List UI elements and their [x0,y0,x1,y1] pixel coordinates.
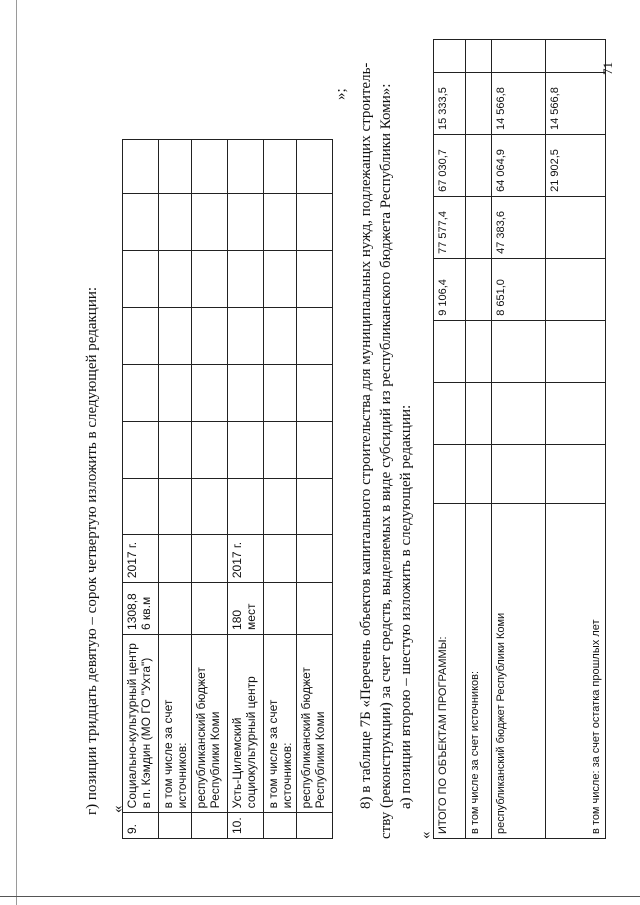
empty-cell [434,40,466,73]
value-cell [466,134,492,196]
value-cell: 14 566,8 [546,73,606,135]
empty-cell [228,194,264,251]
empty-cell [297,140,333,194]
empty-cell [466,320,492,382]
empty-cell [297,194,333,251]
empty-cell [228,250,264,307]
table-row [228,140,264,839]
object-name: республиканский бюджет Республики Коми [297,634,333,812]
empty-cell [159,478,192,535]
value-cell: 8 651,0 [492,258,546,320]
open-quote-1: « [110,805,126,813]
page-number: 71 [600,62,615,75]
value-cell: 47 383,6 [492,196,546,258]
empty-cell [264,421,297,478]
empty-cell [228,478,264,535]
row-label: ИТОГО ПО ОБЪЕКТАМ ПРОГРАММЫ: [434,504,466,839]
empty-cell [123,250,159,307]
empty-cell [159,307,192,364]
empty-cell [192,140,228,194]
empty-cell [264,194,297,251]
empty-cell [123,421,159,478]
empty-cell [297,307,333,364]
empty-cell [466,444,492,504]
empty-cell [228,421,264,478]
object-capacity [159,583,192,635]
empty-cell [546,320,606,382]
value-cell [466,196,492,258]
table-row [434,40,466,839]
object-name: в том числе за счет источников: [264,634,297,812]
object-name: в том числе за счет источников: [159,634,192,812]
object-capacity [297,583,333,635]
empty-cell [123,364,159,421]
empty-cell [123,478,159,535]
object-name: Социально-культурный центр в п. Кэмдин (МО ГО "Ухта") [123,634,159,812]
empty-cell [297,364,333,421]
empty-cell [546,382,606,444]
object-year: 2017 г. [123,535,159,583]
close-quote-1: »; [333,88,349,100]
empty-cell [297,250,333,307]
empty-cell [434,444,466,504]
empty-cell [159,250,192,307]
paragraph-8-line-1: 8) в таблице 7Б «Перечень объектов капитального строительства для муниципальных нужд, подлежащих строитель- [358,62,374,809]
value-cell [546,258,606,320]
empty-cell [159,140,192,194]
row-num [297,813,333,839]
empty-cell [492,382,546,444]
table-program-totals [433,39,606,839]
object-year [297,535,333,583]
object-capacity: 1308,8 6 кв.м [123,583,159,635]
empty-cell [192,421,228,478]
object-capacity [192,583,228,635]
empty-cell [466,40,492,73]
object-year: 2017 г. [228,535,264,583]
empty-cell [264,250,297,307]
empty-cell [228,140,264,194]
row-num: 9. [123,813,159,839]
row-label: в том числе за счет источников: [466,504,492,839]
empty-cell [297,478,333,535]
row-num [264,813,297,839]
open-quote-2: « [418,831,434,839]
table-row [123,140,159,839]
value-cell: 64 064,9 [492,134,546,196]
object-year [192,535,228,583]
object-name: Усть-Цилемский социокультурный центр [228,634,264,812]
empty-cell [297,421,333,478]
value-cell: 67 030,7 [434,134,466,196]
object-name: республиканский бюджет Республики Коми [192,634,228,812]
value-cell [466,258,492,320]
empty-cell [546,444,606,504]
paragraph-8-line-2: ству (реконструкции) за счет средств, выделяемых в виде субсидий из республиканского бюджета Республики Коми»: [378,83,394,839]
empty-cell [264,478,297,535]
value-cell: 15 333,5 [434,73,466,135]
empty-cell [123,307,159,364]
empty-cell [546,40,606,73]
row-num [192,813,228,839]
row-label: республиканский бюджет Республики Коми [492,504,546,839]
row-label: в том числе: за счет остатка прошлых лет [546,504,606,839]
value-cell: 77 577,4 [434,196,466,258]
row-num [159,813,192,839]
empty-cell [192,478,228,535]
section-heading-g: г) позиции тридцать девятую – сорок четвертую изложить в следующей редакции: [84,286,100,815]
row-num: 10. [228,813,264,839]
table-row [546,40,606,839]
empty-cell [159,421,192,478]
table-row [264,140,297,839]
value-cell: 14 566,8 [492,73,546,135]
table-row [466,40,492,839]
value-cell: 9 106,4 [434,258,466,320]
paragraph-8-line-3: а) позиции второю – шестую изложить в следующей редакции: [398,404,414,809]
empty-cell [159,364,192,421]
empty-cell [228,307,264,364]
empty-cell [192,307,228,364]
empty-cell [123,194,159,251]
empty-cell [123,140,159,194]
empty-cell [228,364,264,421]
empty-cell [492,320,546,382]
table-row [492,40,546,839]
empty-cell [466,382,492,444]
object-capacity [264,583,297,635]
empty-cell [192,194,228,251]
table-row [159,140,192,839]
value-cell: 21 902,5 [546,134,606,196]
table-row [192,140,228,839]
object-year [264,535,297,583]
table-objects [122,139,333,839]
empty-cell [492,40,546,73]
empty-cell [192,250,228,307]
empty-cell [264,307,297,364]
empty-cell [264,364,297,421]
empty-cell [434,320,466,382]
empty-cell [264,140,297,194]
table-row [297,140,333,839]
empty-cell [492,444,546,504]
object-capacity: 180 мест [228,583,264,635]
object-year [159,535,192,583]
empty-cell [434,382,466,444]
empty-cell [192,364,228,421]
empty-cell [159,194,192,251]
value-cell [466,73,492,135]
value-cell [546,196,606,258]
